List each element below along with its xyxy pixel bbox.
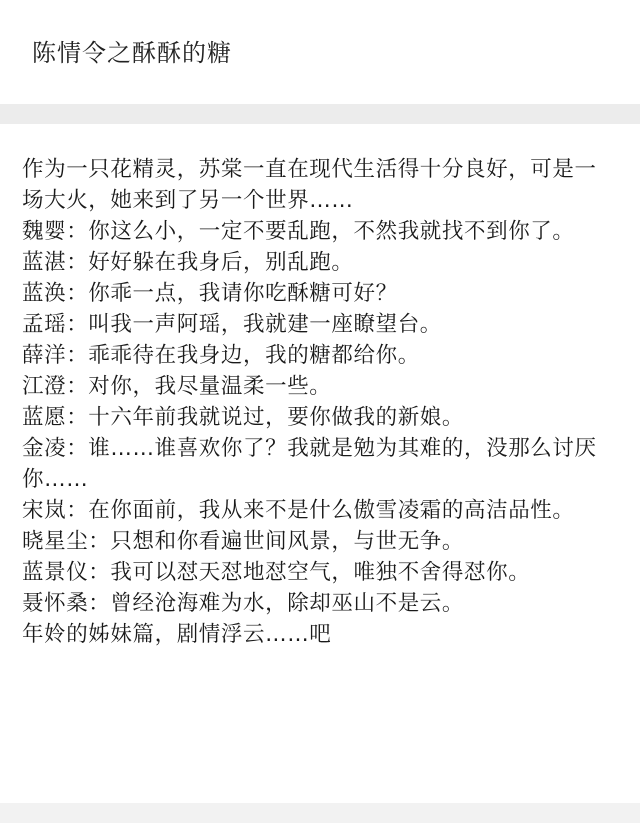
- paragraph-closing: 年姈的姊妹篇，剧情浮云……吧: [22, 622, 332, 647]
- title-card: [0, 0, 640, 104]
- paragraph-wei-ying: 魏婴：你这么小，一定不要乱跑，不然我就找不到你了。: [22, 219, 575, 244]
- paragraph-song-lan: 宋岚：在你面前，我从来不是什么傲雪凌霜的高洁品性。: [22, 498, 575, 523]
- paragraph-lan-zhan: 蓝湛：好好躲在我身后，别乱跑。: [22, 250, 354, 275]
- paragraph-meng-yao: 孟瑶：叫我一声阿瑶，我就建一座瞭望台。: [22, 312, 442, 337]
- paragraph-jin-ling: 金凌：谁……谁喜欢你了？我就是勉为其难的，没那么讨厌你……: [22, 436, 597, 492]
- article-body: [22, 154, 618, 650]
- paragraph-xiao-xingchen: 晓星尘：只想和你看遍世间风景，与世无争。: [22, 529, 465, 554]
- paragraph-lan-jingyi: 蓝景仪：我可以怼天怼地怼空气，唯独不舍得怼你。: [22, 560, 531, 585]
- paragraph-xue-yang: 薛洋：乖乖待在我身边，我的糖都给你。: [22, 343, 420, 368]
- section-divider: [0, 104, 640, 124]
- paragraph-lan-huan: 蓝涣：你乖一点，我请你吃酥糖可好？: [22, 281, 398, 306]
- paragraph-nie-huaisang: 聂怀桑：曾经沧海难为水，除却巫山不是云。: [22, 591, 465, 616]
- paragraph-lan-yuan: 蓝愿：十六年前我就说过，要你做我的新娘。: [22, 405, 465, 430]
- paragraph-intro: 作为一只花精灵，苏棠一直在现代生活得十分良好，可是一场大火，她来到了另一个世界……: [22, 157, 597, 213]
- article-body-card: [0, 124, 640, 823]
- bottom-divider: [0, 803, 640, 823]
- paragraph-jiang-cheng: 江澄：对你，我尽量温柔一些。: [22, 374, 332, 399]
- article-title: 陈情令之酥酥的糖: [32, 39, 232, 67]
